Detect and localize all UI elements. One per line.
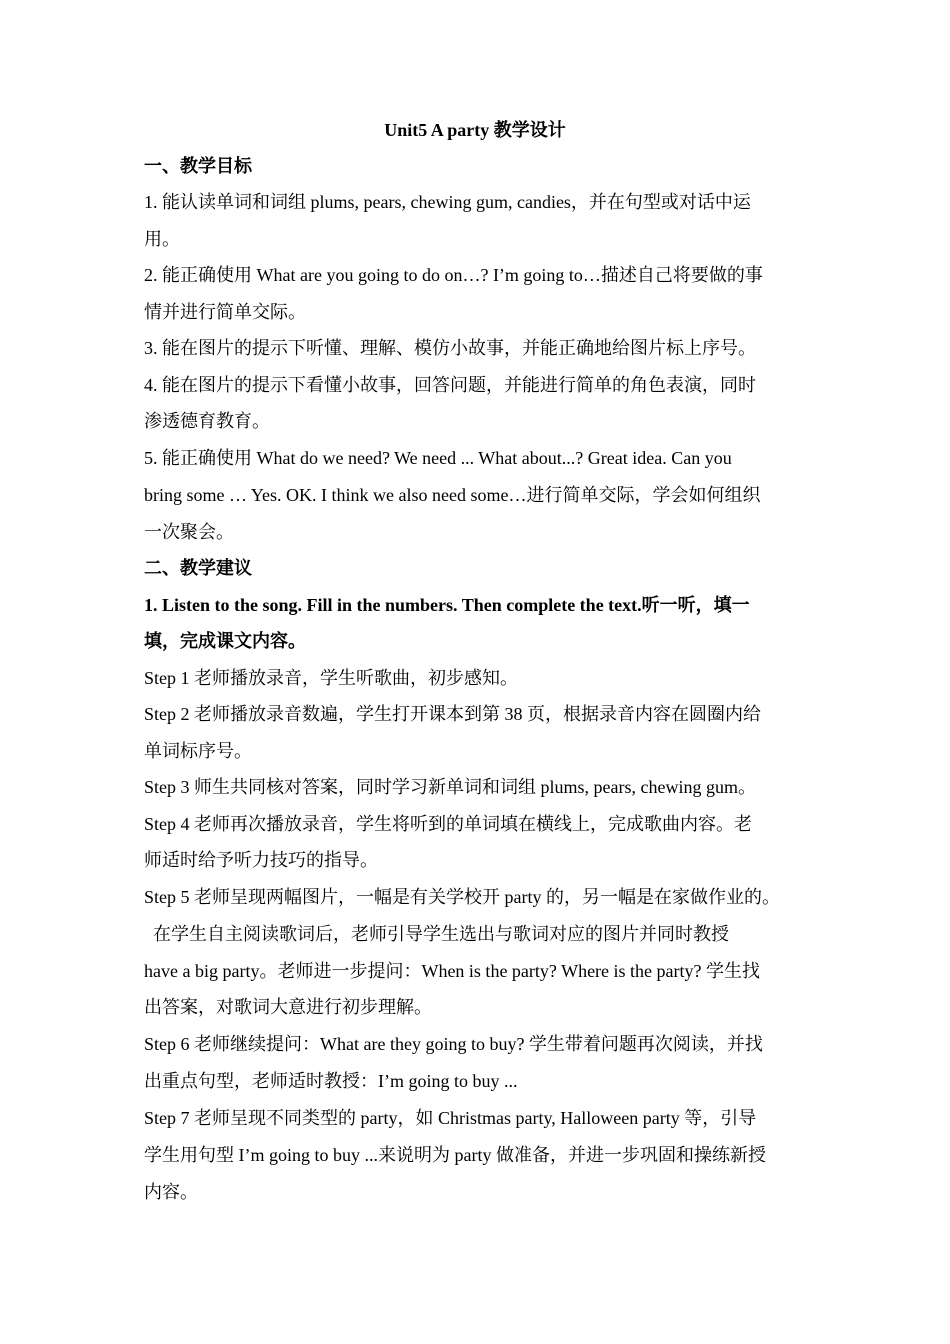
step-line: 出答案，对歌词大意进行初步理解。	[144, 997, 432, 1017]
objective-line: 一次聚会。	[144, 522, 234, 542]
step-line: have a big party。老师进一步提问：When is the party? Where is the party? 学生找	[144, 961, 761, 981]
objective-line: bring some … Yes. OK. I think we also need some…进行简单交际，学会如何组织	[144, 485, 761, 505]
step-line: Step 6 老师继续提问：What are they going to buy? 学生带着问题再次阅读，并找	[144, 1034, 763, 1054]
objective-line: 3. 能在图片的提示下听懂、理解、模仿小故事，并能正确地给图片标上序号。	[144, 338, 756, 358]
section-heading-suggestions: 二、教学建议	[144, 558, 252, 578]
step-line: Step 5 老师呈现两幅图片，一幅是有关学校开 party 的，另一幅是在家做作业的。	[144, 887, 780, 907]
step-line: 在学生自主阅读歌词后，老师引导学生选出与歌词对应的图片并同时教授	[144, 924, 729, 944]
objective-line: 用。	[144, 229, 180, 249]
document-title: Unit5 A party 教学设计	[384, 120, 566, 140]
activity-heading: 填，完成课文内容。	[144, 631, 306, 651]
step-line: Step 2 老师播放录音数遍，学生打开课本到第 38 页，根据录音内容在圆圈内给	[144, 704, 761, 724]
objective-line: 4. 能在图片的提示下看懂小故事，回答问题，并能进行简单的角色表演，同时	[144, 375, 756, 395]
objective-line: 渗透德育教育。	[144, 411, 270, 431]
objective-line: 2. 能正确使用 What are you going to do on…? I’m going to…描述自己将要做的事	[144, 265, 763, 285]
step-line: Step 7 老师呈现不同类型的 party，如 Christmas party, Halloween party 等，引导	[144, 1108, 757, 1128]
step-line: Step 3 师生共同核对答案，同时学习新单词和词组 plums, pears, chewing gum。	[144, 777, 756, 797]
activity-heading: 1. Listen to the song. Fill in the numbers. Then complete the text.听一听，填一	[144, 595, 750, 615]
step-line: Step 4 老师再次播放录音，学生将听到的单词填在横线上，完成歌曲内容。老	[144, 814, 752, 834]
step-line: 内容。	[144, 1182, 198, 1202]
objective-line: 5. 能正确使用 What do we need? We need ... What about...? Great idea. Can you	[144, 448, 732, 468]
step-line: 出重点句型，老师适时教授：I’m going to buy ...	[144, 1071, 518, 1091]
step-line: Step 1 老师播放录音，学生听歌曲，初步感知。	[144, 668, 518, 688]
objective-line: 情并进行简单交际。	[144, 302, 306, 322]
objective-line: 1. 能认读单词和词组 plums, pears, chewing gum, candies，并在句型或对话中运	[144, 192, 751, 212]
step-line: 师适时给予听力技巧的指导。	[144, 850, 378, 870]
step-line: 学生用句型 I’m going to buy ...来说明为 party 做准备，并进一步巩固和操练新授	[144, 1145, 766, 1165]
step-line: 单词标序号。	[144, 741, 252, 761]
section-heading-objectives: 一、教学目标	[144, 156, 252, 176]
